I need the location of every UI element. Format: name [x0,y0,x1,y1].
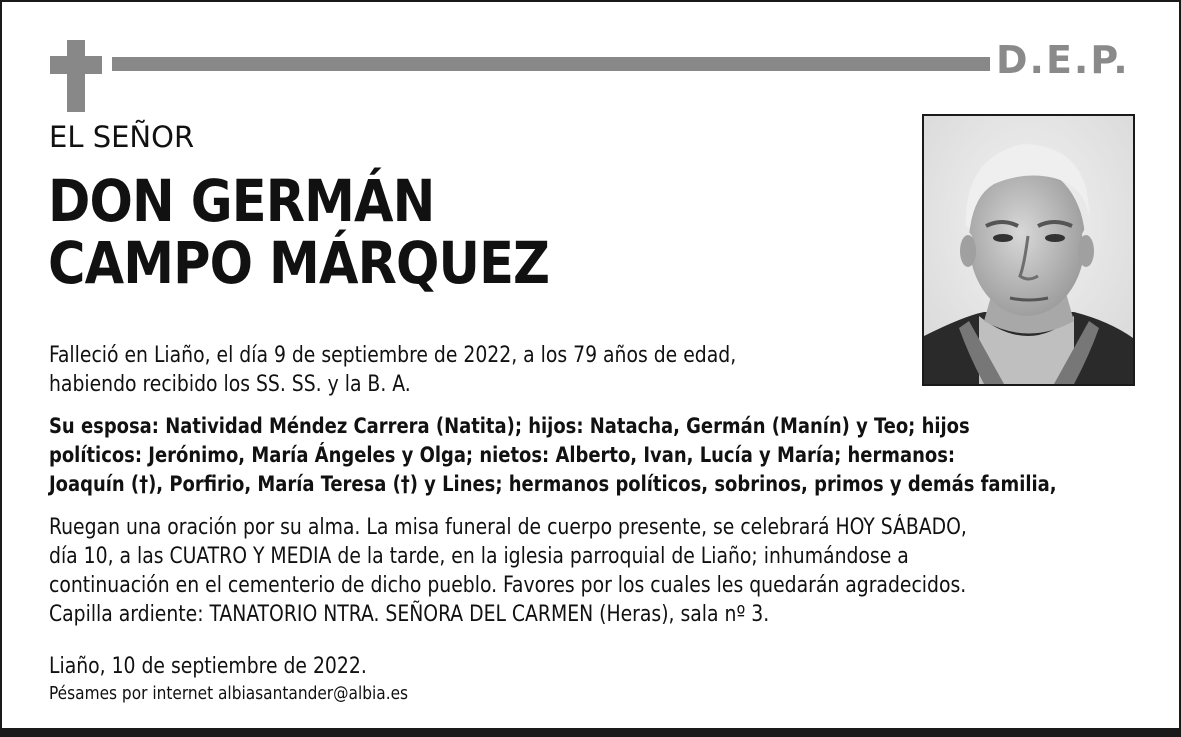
bottom-border-band [2,728,1179,735]
family-list [49,412,1123,499]
family-list-line: políticos: Jerónimo, María Ángeles y Olga; nietos: Alberto, Ivan, Lucía y María; hermanos: [49,443,956,467]
deceased-portrait [922,114,1135,386]
service-details-line: continuación en el cementerio de dicho pueblo. Favores por los cuales les quedarán agradecidos. [49,573,967,598]
service-details-line: día 10, a las CUATRO Y MEDIA de la tarde, en la iglesia parroquial de Liaño; inhumándose a [49,544,909,569]
deceased-name-line2: CAMPO MÁRQUEZ [48,229,550,297]
family-list-line: Joaquín (†), Porfirio, María Teresa (†) y Lines; hermanos políticos, sobrinos, primos y demás familia, [49,472,1057,496]
cross-icon [50,40,102,112]
place-date: Liaño, 10 de septiembre de 2022. [49,654,367,679]
condolences-email: Pésames por internet albiasantander@albia.es [49,683,409,704]
service-details-line: Ruegan una oración por su alma. La misa funeral de cuerpo presente, se celebrará HOY SÁBADO, [49,515,967,540]
service-details-line: Capilla ardiente: TANATORIO NTRA. SEÑORA DEL CARMEN (Heras), sala nº 3. [49,602,770,627]
honorific-title: EL SEÑOR [49,120,195,154]
death-notice-line: Falleció en Liaño, el día 9 de septiembre de 2022, a los 79 años de edad, [49,343,737,368]
death-notice-line: habiendo recibido los SS. SS. y la B. A. [49,372,411,397]
deceased-name [48,167,550,297]
death-notice [49,341,885,399]
family-list-line: Su esposa: Natividad Méndez Carrera (Natita); hijos: Natacha, Germán (Manín) y Teo; hijos [49,414,970,438]
dep-label: D.E.P. [996,38,1130,82]
deceased-name-line1: DON GERMÁN [48,167,435,235]
service-details [49,513,1142,629]
header-rule [112,57,990,71]
